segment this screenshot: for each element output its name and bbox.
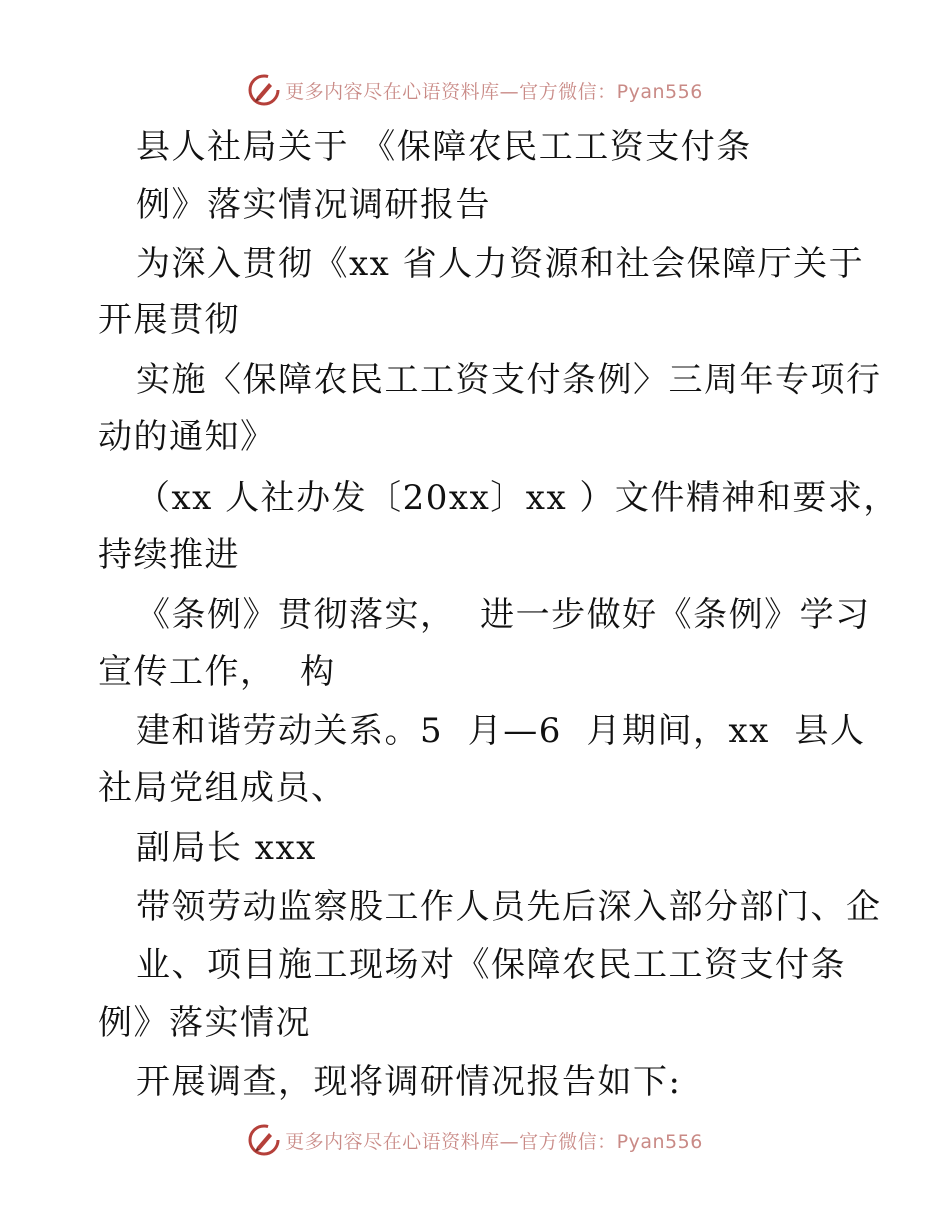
title-line-1: 县人社局关于 《保障农民工工资支付条 bbox=[136, 127, 752, 167]
watermark-text: 更多内容尽在心语资料库—官方微信：Pyan556 bbox=[285, 1130, 703, 1153]
paragraph-line: 带领劳动监察股工作人员先后深入部分部门、企 bbox=[136, 887, 882, 927]
paragraph-line: 为深入贯彻《xx 省人力资源和社会保障厅关于 bbox=[136, 244, 865, 284]
pen-logo-icon bbox=[247, 1123, 281, 1157]
title-line-2: 例》落实情况调研报告 bbox=[136, 185, 491, 225]
paragraph-line: 副局长 xxx bbox=[136, 828, 317, 868]
watermark-footer bbox=[0, 1120, 950, 1160]
paragraph-line: （xx 人社办发〔20xx〕xx ）文件精神和要求， bbox=[136, 478, 899, 518]
watermark-text: 更多内容尽在心语资料库—官方微信：Pyan556 bbox=[285, 80, 703, 103]
paragraph-line: 持续推进 bbox=[98, 535, 240, 575]
paragraph-line: 业、项目施工现场对《保障农民工工资支付条 bbox=[136, 945, 846, 985]
paragraph-line: 实施〈保障农民工工资支付条例〉三周年专项行 bbox=[136, 360, 882, 400]
paragraph-line: 宣传工作， 构 bbox=[98, 652, 336, 692]
paragraph-line: 《条例》贯彻落实， 进一步做好《条例》学习 bbox=[136, 595, 871, 635]
paragraph-line: 社局党组成员、 bbox=[98, 768, 347, 808]
paragraph-line: 建和谐劳动关系。5 月—6 月期间，xx 县人 bbox=[136, 711, 866, 751]
paragraph-line: 开展调查，现将调研情况报告如下: bbox=[136, 1062, 682, 1102]
paragraph-line: 例》落实情况 bbox=[98, 1003, 311, 1043]
paragraph-line: 开展贯彻 bbox=[98, 300, 240, 340]
paragraph-line: 动的通知》 bbox=[98, 417, 276, 457]
